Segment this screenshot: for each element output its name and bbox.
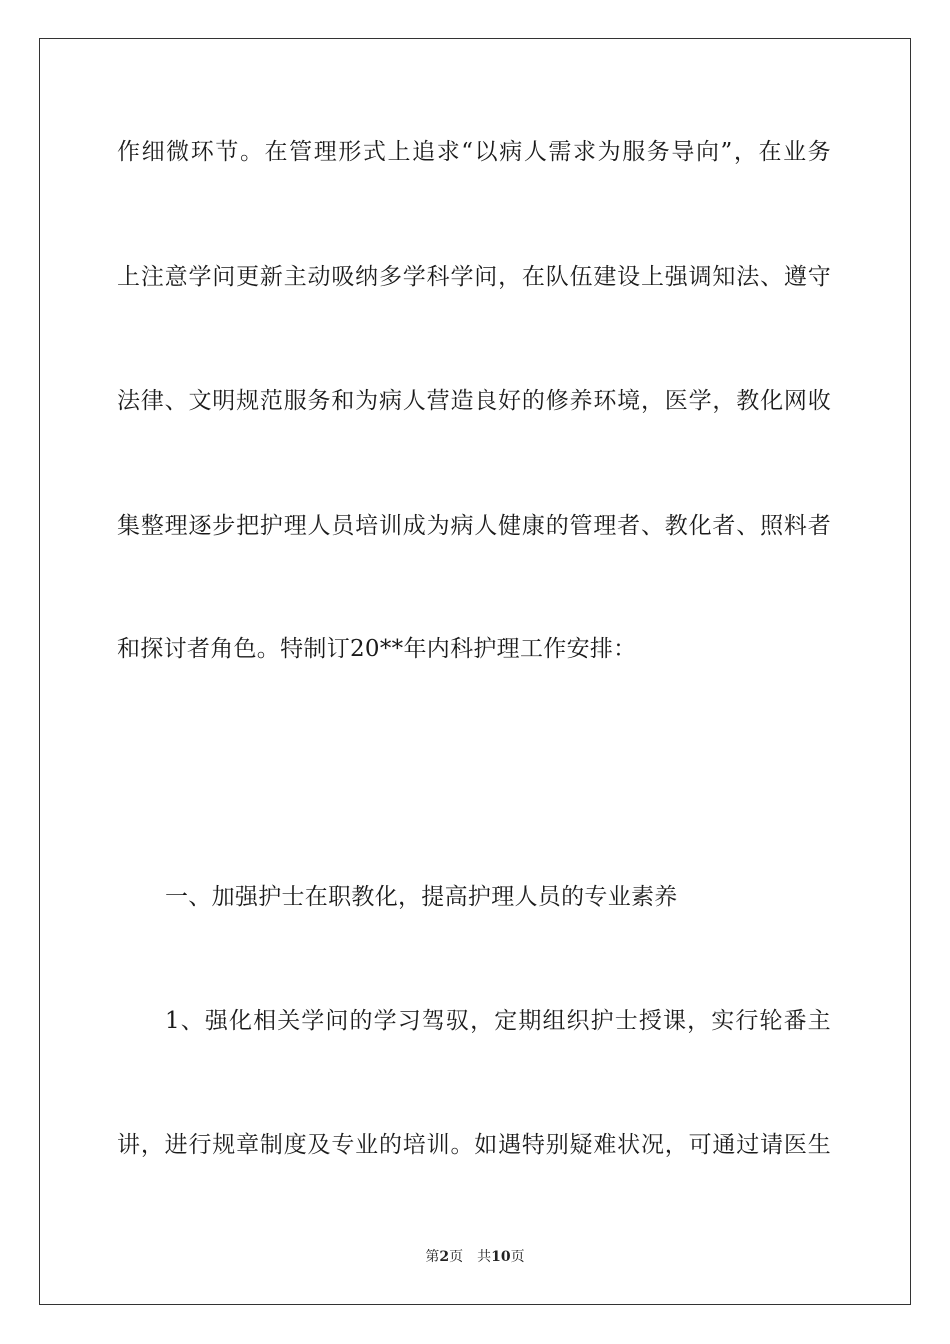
section-heading: 一、加强护士在职教化，提高护理人员的专业素养 bbox=[165, 884, 678, 910]
page-frame bbox=[39, 38, 911, 1305]
item-1-line-1: 1、强化相关学问的学习驾驭，定期组织护士授课，实行轮番主 bbox=[165, 1008, 831, 1034]
footer-prefix: 第 bbox=[425, 1249, 440, 1265]
body-line-3: 法律、文明规范服务和为病人营造良好的修养环境，医学，教化网收 bbox=[117, 388, 831, 414]
body-line-5: 和探讨者角色。特制订20**年内科护理工作安排： bbox=[117, 636, 637, 662]
body-line-2: 上注意学问更新主动吸纳多学科学问，在队伍建设上强调知法、遵守 bbox=[117, 264, 831, 290]
footer-current-page: 2 bbox=[439, 1249, 450, 1265]
body-line-4: 集整理逐步把护理人员培训成为病人健康的管理者、教化者、照料者 bbox=[117, 513, 831, 539]
footer-total-pages: 10 bbox=[491, 1249, 511, 1265]
footer-mid: 页 共 bbox=[449, 1249, 492, 1265]
footer-suffix: 页 bbox=[510, 1249, 525, 1265]
item-1-line-2: 讲，进行规章制度及专业的培训。如遇特别疑难状况，可通过请医生 bbox=[117, 1132, 831, 1158]
body-line-1: 作细微环节。在管理形式上追求“以病人需求为服务导向”，在业务 bbox=[117, 139, 831, 165]
page-footer bbox=[0, 1247, 950, 1267]
